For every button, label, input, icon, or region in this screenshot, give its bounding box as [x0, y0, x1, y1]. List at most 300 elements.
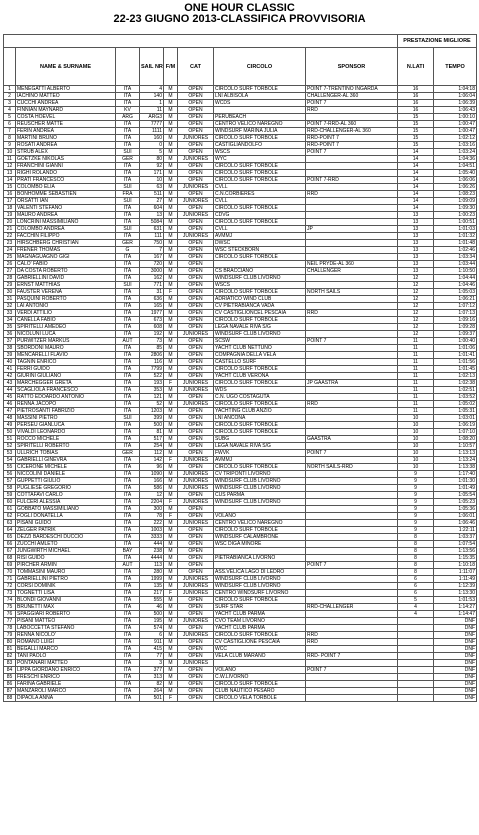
cell-sail: 4444 [140, 555, 164, 562]
table-row [4, 408, 477, 415]
cell-sail: 300 [140, 506, 164, 513]
cell-tempo: 1:13:13 [434, 450, 477, 457]
cell-cat: OPEN [178, 310, 214, 317]
cell-cat: JUNIORES [178, 135, 214, 142]
cell-sail: 116 [140, 359, 164, 366]
cell-gender: M [164, 401, 178, 408]
cell-country: BAY [116, 548, 140, 555]
cell-cat: OPEN [178, 142, 214, 149]
cell-nlati [398, 667, 434, 674]
cell-sail: 46 [140, 604, 164, 611]
cell-country: ITA [116, 583, 140, 590]
cell-pos: 32 [4, 303, 16, 310]
cell-cat: OPEN [178, 506, 214, 513]
cell-sail: ARG3 [140, 114, 164, 121]
cell-circolo: SCSW [214, 338, 306, 345]
cell-circolo [214, 261, 306, 268]
cell-country: ITA [116, 660, 140, 667]
cell-pos: 82 [4, 653, 16, 660]
cell-pos: 61 [4, 506, 16, 513]
cell-pos: 17 [4, 198, 16, 205]
cell-pos: 84 [4, 667, 16, 674]
col-header-gender: F/M [164, 48, 178, 86]
cell-cat: OPEN [178, 107, 214, 114]
cell-tempo: DNF [434, 653, 477, 660]
cell-tempo: 1:04:18 [434, 86, 477, 93]
cell-pos: 69 [4, 562, 16, 569]
cell-nlati: 8 [398, 569, 434, 576]
cell-country: G [116, 247, 140, 254]
cell-country: SUI [116, 184, 140, 191]
cell-sponsor [306, 548, 398, 555]
cell-pos: 4 [4, 107, 16, 114]
cell-pos: 26 [4, 261, 16, 268]
cell-nlati: 9 [398, 471, 434, 478]
cell-country: ITA [116, 303, 140, 310]
cell-nlati: 8 [398, 548, 434, 555]
cell-cat: OPEN [178, 261, 214, 268]
cell-nlati: 12 [398, 317, 434, 324]
cell-nlati: 12 [398, 296, 434, 303]
cell-name: DEZZI BARDESCHI DUCCIO [16, 534, 116, 541]
cell-nlati: 9 [398, 520, 434, 527]
cell-sponsor: RRD [306, 191, 398, 198]
column-header-row [4, 48, 477, 86]
cell-sponsor: NORTH SAILS [306, 289, 398, 296]
cell-country: ITA [116, 639, 140, 646]
cell-sail: 720 [140, 261, 164, 268]
cell-sponsor: RRD [306, 401, 398, 408]
cell-pos: 79 [4, 632, 16, 639]
cell-gender: M [164, 639, 178, 646]
cell-pos: 28 [4, 275, 16, 282]
cell-name: BRUNETTI MAX [16, 604, 116, 611]
cell-cat: OPEN [178, 289, 214, 296]
cell-sponsor [306, 611, 398, 618]
cell-cat: OPEN [178, 317, 214, 324]
cell-sail: 6 [140, 632, 164, 639]
cell-cat: OPEN [178, 597, 214, 604]
table-row [4, 485, 477, 492]
results-table [3, 34, 477, 702]
page-subtitle: 22-23 GIUGNO 2013-CLASSIFICA PROVVISORIA [113, 13, 366, 25]
cell-nlati: 12 [398, 289, 434, 296]
cell-name: DIPAOLA ANNA [16, 695, 116, 702]
cell-nlati: 11 [398, 380, 434, 387]
cell-sponsor [306, 254, 398, 261]
cell-cat: OPEN [178, 555, 214, 562]
cell-cat: OPEN [178, 303, 214, 310]
cell-circolo: YACHT CLUB PARMA [214, 625, 306, 632]
cell-country: ITA [116, 100, 140, 107]
cell-sail: 27 [140, 198, 164, 205]
cell-sponsor: NORTH SAILS-RRD [306, 464, 398, 471]
cell-pos: 2 [4, 93, 16, 100]
cell-cat: OPEN [178, 695, 214, 702]
cell-gender: F [164, 380, 178, 387]
cell-tempo: DNF [434, 674, 477, 681]
cell-nlati: 14 [398, 198, 434, 205]
cell-gender: M [164, 548, 178, 555]
cell-name: TAGNIN ENRICO [16, 359, 116, 366]
cell-tempo: 1:07:12 [434, 303, 477, 310]
cell-sponsor [306, 457, 398, 464]
cell-circolo: CIRCOLO SURF TORBOLE [214, 219, 306, 226]
cell-sail: 238 [140, 548, 164, 555]
table-row [4, 471, 477, 478]
cell-sponsor: POINT 7 [306, 562, 398, 569]
cell-nlati: 14 [398, 191, 434, 198]
cell-circolo: CV PIETRABIANCA VADA [214, 303, 306, 310]
cell-country: ITA [116, 625, 140, 632]
cell-tempo: 1:06:19 [434, 422, 477, 429]
cell-country: SUI [116, 149, 140, 156]
cell-circolo: WYC [214, 156, 306, 163]
cell-sponsor: RRD [306, 639, 398, 646]
cell-tempo: 1:00:47 [434, 121, 477, 128]
cell-pos: 9 [4, 142, 16, 149]
cell-name: SPAGGIARI ROBERTO [16, 611, 116, 618]
cell-gender: F [164, 457, 178, 464]
cell-nlati: 6 [398, 583, 434, 590]
cell-nlati [398, 688, 434, 695]
cell-sponsor: JP GAASTRA [306, 380, 398, 387]
cell-pos: 24 [4, 247, 16, 254]
cell-name: COSTA HOEVEL [16, 114, 116, 121]
cell-tempo: DNF [434, 688, 477, 695]
cell-cat: OPEN [178, 219, 214, 226]
cell-nlati: 5 [398, 597, 434, 604]
cell-country: ITA [116, 597, 140, 604]
cell-pos: 8 [4, 135, 16, 142]
cell-pos: 68 [4, 555, 16, 562]
cell-nlati: 14 [398, 156, 434, 163]
cell-cat: JUNIORES [178, 520, 214, 527]
cell-nlati: 10 [398, 429, 434, 436]
cell-country: SUI [116, 198, 140, 205]
cell-tempo: 1:00:40 [434, 338, 477, 345]
cell-sponsor [306, 506, 398, 513]
cell-gender: M [164, 352, 178, 359]
cell-tempo: 1:09:37 [434, 331, 477, 338]
table-row [4, 170, 477, 177]
cell-tempo: 1:04:46 [434, 282, 477, 289]
cell-nlati: 11 [398, 366, 434, 373]
cell-name: MAGNAGUAGNO GIGI [16, 254, 116, 261]
cell-tempo: 1:04:51 [434, 163, 477, 170]
table-row [4, 324, 477, 331]
table-row [4, 184, 477, 191]
cell-tempo: 1:06:01 [434, 513, 477, 520]
cell-tempo: 1:01:06 [434, 345, 477, 352]
cell-cat: OPEN [178, 464, 214, 471]
cell-circolo: CIRCOLO SURF TORBOLE [214, 527, 306, 534]
cell-cat: OPEN [178, 128, 214, 135]
cell-sponsor [306, 583, 398, 590]
cell-sail: 1 [140, 100, 164, 107]
cell-tempo: 1:00:10 [434, 114, 477, 121]
cell-sponsor [306, 590, 398, 597]
table-row [4, 436, 477, 443]
cell-sponsor [306, 303, 398, 310]
cell-cat: OPEN [178, 681, 214, 688]
cell-gender: M [164, 450, 178, 457]
cell-country: SUI [116, 415, 140, 422]
cell-circolo: ASS.VELICA LAGO DI LEDRO [214, 569, 306, 576]
cell-tempo: 1:13:38 [434, 464, 477, 471]
cell-tempo: 1:07:13 [434, 310, 477, 317]
cell-name: TANI PAOLO [16, 653, 116, 660]
cell-tempo: 1:05:23 [434, 499, 477, 506]
cell-circolo: ADRIATICO WIND CLUB [214, 296, 306, 303]
cell-gender: M [164, 688, 178, 695]
cell-pos: 34 [4, 317, 16, 324]
cell-pos: 39 [4, 352, 16, 359]
cell-sail: 5 [140, 149, 164, 156]
cell-nlati: 8 [398, 541, 434, 548]
cell-country: GER [116, 156, 140, 163]
cell-circolo: CASTELLO SURF [214, 359, 306, 366]
cell-name: VALENTI STEFANO [16, 205, 116, 212]
cell-tempo: 1:01:45 [434, 366, 477, 373]
cell-name: LIPPA GIORDANO ENRICO [16, 667, 116, 674]
cell-country: ITA [116, 324, 140, 331]
table-row [4, 401, 477, 408]
cell-sponsor [306, 618, 398, 625]
cell-circolo: CV CASTIGLIONCEL PESCAIA [214, 310, 306, 317]
cell-sponsor [306, 331, 398, 338]
cell-pos: 66 [4, 541, 16, 548]
cell-country: ITA [116, 289, 140, 296]
cell-gender: M [164, 170, 178, 177]
cell-cat: OPEN [178, 492, 214, 499]
cell-tempo: DNF [434, 695, 477, 702]
cell-name: FERIN ANDREA [16, 128, 116, 135]
cell-cat: JUNIORES [178, 212, 214, 219]
cell-pos: 78 [4, 625, 16, 632]
cell-sail: 142 [140, 457, 164, 464]
cell-sponsor [306, 415, 398, 422]
cell-gender: M [164, 660, 178, 667]
cell-pos: 22 [4, 233, 16, 240]
cell-pos: 31 [4, 296, 16, 303]
cell-cat: JUNIORES [178, 471, 214, 478]
table-row [4, 219, 477, 226]
col-header-tempo: TEMPO [434, 48, 477, 86]
table-row [4, 632, 477, 639]
cell-nlati: 12 [398, 275, 434, 282]
cell-nlati: 10 [398, 422, 434, 429]
cell-name: FRANCHINI GIANNI [16, 163, 116, 170]
cell-nlati: 16 [398, 100, 434, 107]
cell-country: ITA [116, 142, 140, 149]
cell-name: GABRIELLINI PIETRO [16, 576, 116, 583]
cell-tempo: 1:03:37 [434, 534, 477, 541]
table-row [4, 352, 477, 359]
cell-pos: 5 [4, 114, 16, 121]
cell-pos: 62 [4, 513, 16, 520]
cell-gender: M [164, 611, 178, 618]
cell-nlati: 6 [398, 590, 434, 597]
cell-name: SPIRITELLI ROBERTO [16, 443, 116, 450]
cell-sail: 121 [140, 394, 164, 401]
cell-country: ITA [116, 534, 140, 541]
table-row [4, 562, 477, 569]
cell-sponsor: NEIL PRYDE-AL 360 [306, 261, 398, 268]
cell-pos: 86 [4, 681, 16, 688]
results-body [4, 86, 477, 702]
cell-pos: 52 [4, 443, 16, 450]
cell-sponsor: CHALLENGER-AL 360 [306, 93, 398, 100]
cell-sponsor [306, 625, 398, 632]
cell-gender: M [164, 317, 178, 324]
cell-cat: JUNIORES [178, 576, 214, 583]
table-row [4, 359, 477, 366]
cell-circolo: WINDSURF CLUB LIVORNO [214, 275, 306, 282]
cell-sponsor [306, 471, 398, 478]
cell-cat: OPEN [178, 639, 214, 646]
cell-name: FACCHIN FILIPPO [16, 233, 116, 240]
cell-cat: JUNIORES [178, 380, 214, 387]
cell-pos: 14 [4, 177, 16, 184]
cell-gender: M [164, 485, 178, 492]
cell-pos: 48 [4, 415, 16, 422]
cell-sail: 1977 [140, 310, 164, 317]
cell-gender: M [164, 303, 178, 310]
cell-country: ITA [116, 520, 140, 527]
cell-cat: JUNIORES [178, 499, 214, 506]
cell-cat: OPEN [178, 114, 214, 121]
cell-nlati [398, 646, 434, 653]
cell-country: ITA [116, 352, 140, 359]
cell-country: ITA [116, 590, 140, 597]
cell-circolo: COMPAGNIA DELLA VELA [214, 352, 306, 359]
cell-cat: OPEN [178, 226, 214, 233]
cell-nlati: 14 [398, 184, 434, 191]
cell-cat: OPEN [178, 674, 214, 681]
cell-nlati: 8 [398, 562, 434, 569]
cell-pos: 87 [4, 688, 16, 695]
cell-name: STRUB ALEX [16, 149, 116, 156]
cell-cat: JUNIORES [178, 156, 214, 163]
cell-sponsor [306, 359, 398, 366]
table-row [4, 527, 477, 534]
cell-circolo: CUS PARMA [214, 492, 306, 499]
cell-tempo: 1:04:36 [434, 156, 477, 163]
cell-sail: 2806 [140, 352, 164, 359]
table-row [4, 625, 477, 632]
table-row [4, 261, 477, 268]
cell-circolo: WSC DIGA MINORE [214, 541, 306, 548]
cell-gender: M [164, 114, 178, 121]
table-row [4, 198, 477, 205]
cell-country: ITA [116, 653, 140, 660]
cell-circolo: WINDSURF CLUB LIVORNO [214, 576, 306, 583]
cell-sponsor: RRD-CHALLENGER [306, 604, 398, 611]
cell-gender: M [164, 534, 178, 541]
cell-tempo: 1:01:53 [434, 597, 477, 604]
cell-gender: M [164, 541, 178, 548]
cell-gender: M [164, 436, 178, 443]
cell-gender: M [164, 247, 178, 254]
cell-cat: OPEN [178, 569, 214, 576]
cell-country: ITA [116, 527, 140, 534]
cell-country: ITA [116, 541, 140, 548]
cell-cat: OPEN [178, 100, 214, 107]
cell-sponsor: POINT 7 [306, 667, 398, 674]
cell-gender: M [164, 184, 178, 191]
cell-sail: 1203 [140, 408, 164, 415]
cell-cat: JUNIORES [178, 401, 214, 408]
cell-pos: 55 [4, 464, 16, 471]
cell-sail: 31 [140, 289, 164, 296]
col-header-cat: CAT [178, 48, 214, 86]
cell-sail: 13 [140, 212, 164, 219]
cell-tempo: DNF [434, 646, 477, 653]
cell-name: COTTAFAVI CARLO [16, 492, 116, 499]
cell-pos: 10 [4, 149, 16, 156]
cell-pos: 12 [4, 163, 16, 170]
cell-name: CANELLA FABIO [16, 317, 116, 324]
cell-sail: 750 [140, 240, 164, 247]
cell-circolo: LNI ALBISOLA [214, 93, 306, 100]
table-row [4, 135, 477, 142]
cell-name: RENNA JACOPO [16, 401, 116, 408]
table-row [4, 331, 477, 338]
cell-sponsor [306, 443, 398, 450]
cell-gender: M [164, 107, 178, 114]
cell-country: ITA [116, 366, 140, 373]
cell-nlati: 9 [398, 485, 434, 492]
cell-nlati: 4 [398, 611, 434, 618]
cell-country: ITA [116, 233, 140, 240]
cell-country: ITA [116, 492, 140, 499]
cell-circolo: WINDSURF CLUB LIVORNO [214, 499, 306, 506]
cell-pos: 40 [4, 359, 16, 366]
cell-circolo: CIRCOLO SURF TORBOLE [214, 177, 306, 184]
cell-country: ITA [116, 394, 140, 401]
cell-sail: 399 [140, 415, 164, 422]
cell-sail: 140 [140, 93, 164, 100]
cell-circolo: CDVG [214, 212, 306, 219]
cell-sponsor [306, 492, 398, 499]
cell-tempo: 1:07:10 [434, 429, 477, 436]
table-row [4, 205, 477, 212]
cell-name: VIVALDI LEONARDO [16, 429, 116, 436]
cell-country: ITA [116, 380, 140, 387]
cell-gender: M [164, 415, 178, 422]
cell-sponsor [306, 275, 398, 282]
cell-pos: 71 [4, 576, 16, 583]
cell-name: PIETROSANTI FABRIZIO [16, 408, 116, 415]
cell-sponsor [306, 240, 398, 247]
cell-name: JUNGWIRTH MICHAEL [16, 548, 116, 555]
cell-sail: 911 [140, 639, 164, 646]
cell-gender: F [164, 590, 178, 597]
cell-sponsor [306, 205, 398, 212]
cell-name: FRENER THOMAS [16, 247, 116, 254]
cell-sail: 522 [140, 373, 164, 380]
cell-pos: 16 [4, 191, 16, 198]
cell-country: ITA [116, 674, 140, 681]
cell-gender: M [164, 142, 178, 149]
cell-nlati: 11 [398, 345, 434, 352]
cell-circolo: CVLL [214, 184, 306, 191]
cell-sail: 10 [140, 177, 164, 184]
cell-cat: JUNIORES [178, 583, 214, 590]
cell-circolo: CENTRO WINDSURF LIVORNO [214, 590, 306, 597]
cell-sail: 3 [140, 660, 164, 667]
